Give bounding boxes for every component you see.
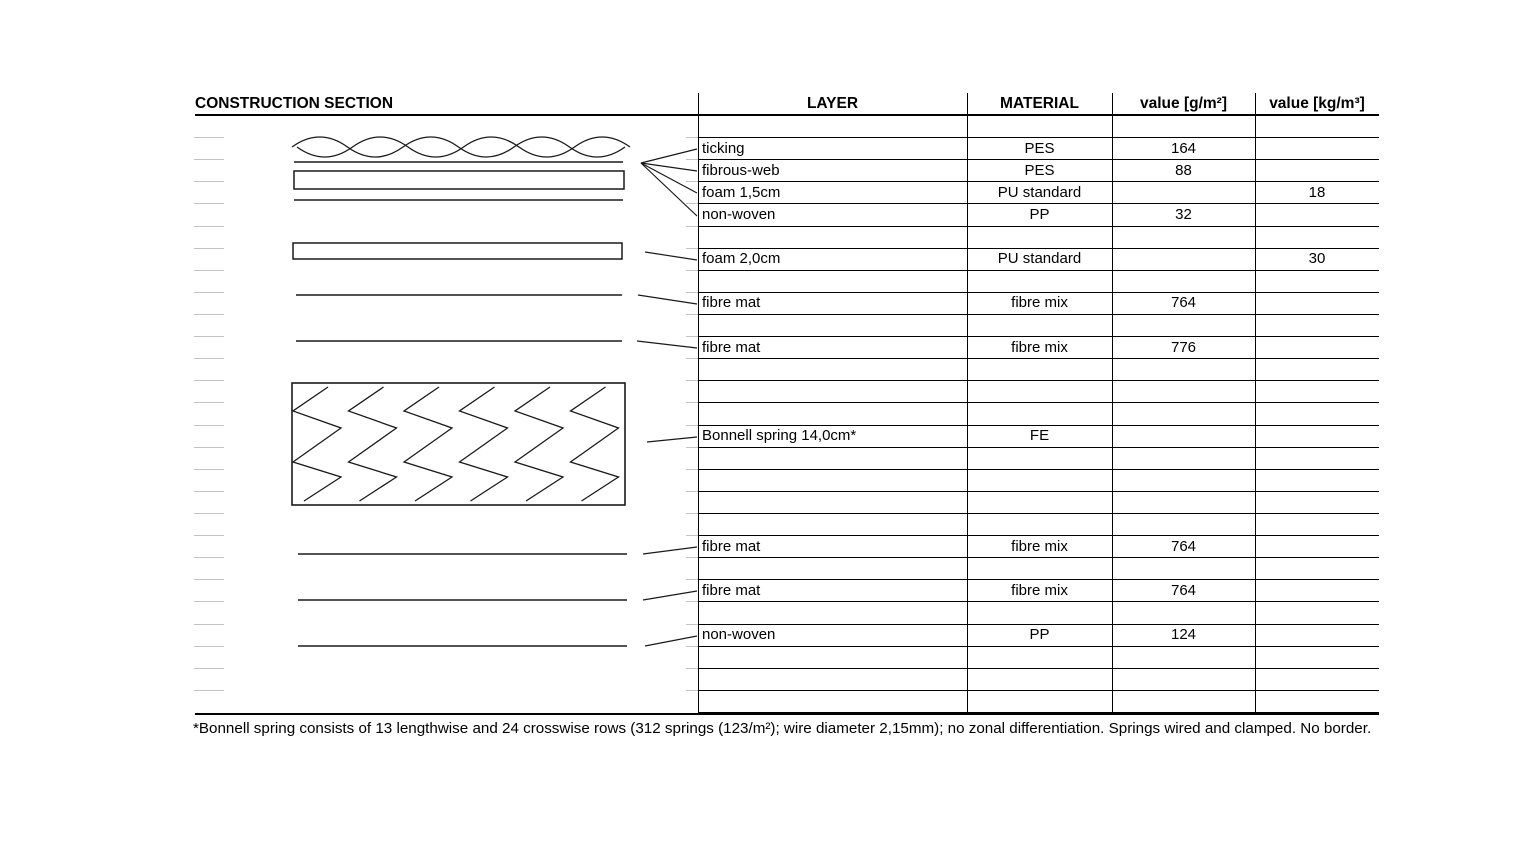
bonnell-spring-drawing xyxy=(292,383,625,505)
grid-tick xyxy=(194,579,224,580)
cell-layer: non-woven xyxy=(702,626,776,644)
grid-tick xyxy=(194,270,224,271)
cell-material: FE xyxy=(1029,427,1050,445)
grid-tick xyxy=(194,690,224,691)
cell-material: PES xyxy=(1024,161,1055,179)
grid-tick xyxy=(686,579,698,580)
grid-tick xyxy=(686,646,698,647)
grid-tick xyxy=(194,425,224,426)
grid-tick xyxy=(194,624,224,625)
grid-tick xyxy=(686,425,698,426)
column-header-material: MATERIAL xyxy=(1000,95,1079,112)
cell-value-kgm3: 18 xyxy=(1308,183,1326,201)
table-row xyxy=(698,403,1379,425)
table-row xyxy=(698,514,1379,536)
grid-tick xyxy=(194,601,224,602)
footnote: *Bonnell spring consists of 13 lengthwise and 24 crosswise rows (312 springs (123/m²); wire diameter 2,15mm); no zonal differentiation. Springs wired and clamped. No border. xyxy=(193,720,1372,737)
table-row xyxy=(698,160,1379,182)
table-row xyxy=(698,470,1379,492)
grid-tick xyxy=(686,336,698,337)
grid-tick xyxy=(194,646,224,647)
table-row xyxy=(698,359,1379,381)
grid-tick xyxy=(686,402,698,403)
table-row xyxy=(698,448,1379,470)
cell-value-gm2: 776 xyxy=(1170,338,1197,356)
grid-tick xyxy=(194,336,224,337)
grid-tick xyxy=(686,226,698,227)
grid-tick xyxy=(686,358,698,359)
cell-material: fibre mix xyxy=(1011,581,1068,599)
grid-tick xyxy=(194,181,224,182)
cell-layer: fibre mat xyxy=(702,537,761,555)
grid-tick xyxy=(686,181,698,182)
cell-material: PP xyxy=(1029,205,1050,223)
grid-tick xyxy=(686,601,698,602)
cell-layer: foam 2,0cm xyxy=(702,250,781,268)
table-border-bottom xyxy=(195,713,1379,715)
table-row xyxy=(698,492,1379,514)
grid-tick xyxy=(194,469,224,470)
table-row xyxy=(698,315,1379,337)
table-row xyxy=(698,182,1379,204)
table-row xyxy=(698,337,1379,359)
table-row xyxy=(698,669,1379,691)
cell-material: PU standard xyxy=(997,250,1082,268)
cell-value-gm2: 764 xyxy=(1170,581,1197,599)
grid-tick xyxy=(194,447,224,448)
cell-value-gm2: 764 xyxy=(1170,294,1197,312)
cell-layer: fibre mat xyxy=(702,581,761,599)
grid-tick xyxy=(686,137,698,138)
grid-tick xyxy=(194,159,224,160)
cell-material: PP xyxy=(1029,626,1050,644)
grid-tick xyxy=(686,447,698,448)
table-row xyxy=(698,227,1379,249)
grid-tick xyxy=(194,491,224,492)
grid-tick xyxy=(686,624,698,625)
column-divider-kgm3 xyxy=(1255,93,1256,713)
grid-tick xyxy=(686,203,698,204)
grid-tick xyxy=(686,513,698,514)
column-header-value-kgm3: value [kg/m³] xyxy=(1269,95,1365,112)
grid-tick xyxy=(686,314,698,315)
table-row xyxy=(698,558,1379,580)
cell-layer: fibre mat xyxy=(702,338,761,356)
column-divider-gm2 xyxy=(1112,93,1113,713)
grid-tick xyxy=(194,535,224,536)
table-row xyxy=(698,204,1379,226)
grid-tick xyxy=(686,690,698,691)
table-row xyxy=(698,647,1379,669)
grid-tick xyxy=(686,159,698,160)
table-row xyxy=(698,293,1379,315)
cell-layer: foam 1,5cm xyxy=(702,183,781,201)
grid-tick xyxy=(194,358,224,359)
spec-table-body xyxy=(698,116,1379,713)
leader-lines xyxy=(637,149,697,646)
table-row xyxy=(698,116,1379,138)
table-row xyxy=(698,271,1379,293)
grid-tick xyxy=(194,203,224,204)
grid-tick xyxy=(194,226,224,227)
grid-tick xyxy=(686,292,698,293)
grid-tick xyxy=(686,248,698,249)
cell-material: PES xyxy=(1024,139,1055,157)
cell-material: fibre mix xyxy=(1011,294,1068,312)
grid-tick xyxy=(194,248,224,249)
table-row xyxy=(698,691,1379,713)
table-row xyxy=(698,602,1379,624)
grid-tick xyxy=(194,513,224,514)
cell-value-gm2: 764 xyxy=(1170,537,1197,555)
table-row xyxy=(698,249,1379,271)
table-row xyxy=(698,536,1379,558)
grid-tick xyxy=(194,314,224,315)
cell-layer: fibre mat xyxy=(702,294,761,312)
grid-tick xyxy=(194,557,224,558)
table-row xyxy=(698,580,1379,602)
column-header-value-gm2: value [g/m²] xyxy=(1140,95,1227,112)
cell-layer: Bonnell spring 14,0cm* xyxy=(702,427,857,445)
ticking-drawing xyxy=(292,137,630,157)
cell-layer: non-woven xyxy=(702,205,776,223)
table-row xyxy=(698,426,1379,448)
cell-value-gm2: 124 xyxy=(1170,626,1197,644)
table-row xyxy=(698,381,1379,403)
grid-tick xyxy=(686,535,698,536)
cell-value-gm2: 32 xyxy=(1175,205,1192,223)
grid-tick xyxy=(686,270,698,271)
grid-tick xyxy=(194,668,224,669)
foam-2-0cm-drawing xyxy=(293,243,622,259)
cell-material: fibre mix xyxy=(1011,537,1068,555)
cell-value-gm2: 164 xyxy=(1170,139,1197,157)
grid-tick xyxy=(686,668,698,669)
cell-layer: fibrous-web xyxy=(702,161,780,179)
foam-1-5cm-drawing xyxy=(294,171,624,189)
column-divider-material xyxy=(967,93,968,713)
cell-value-kgm3: 30 xyxy=(1308,250,1326,268)
cell-material: PU standard xyxy=(997,183,1082,201)
cell-layer: ticking xyxy=(702,139,745,157)
column-header-layer: LAYER xyxy=(806,95,859,112)
grid-tick xyxy=(194,137,224,138)
grid-tick xyxy=(686,557,698,558)
cell-value-gm2: 88 xyxy=(1175,161,1192,179)
table-row xyxy=(698,138,1379,160)
page-title: CONSTRUCTION SECTION xyxy=(195,95,394,112)
grid-tick xyxy=(686,469,698,470)
grid-tick xyxy=(686,491,698,492)
cell-material: fibre mix xyxy=(1011,338,1068,356)
grid-tick xyxy=(194,380,224,381)
grid-tick xyxy=(194,292,224,293)
grid-tick xyxy=(686,380,698,381)
table-border-left xyxy=(698,93,699,713)
grid-tick xyxy=(194,402,224,403)
table-row xyxy=(698,625,1379,647)
